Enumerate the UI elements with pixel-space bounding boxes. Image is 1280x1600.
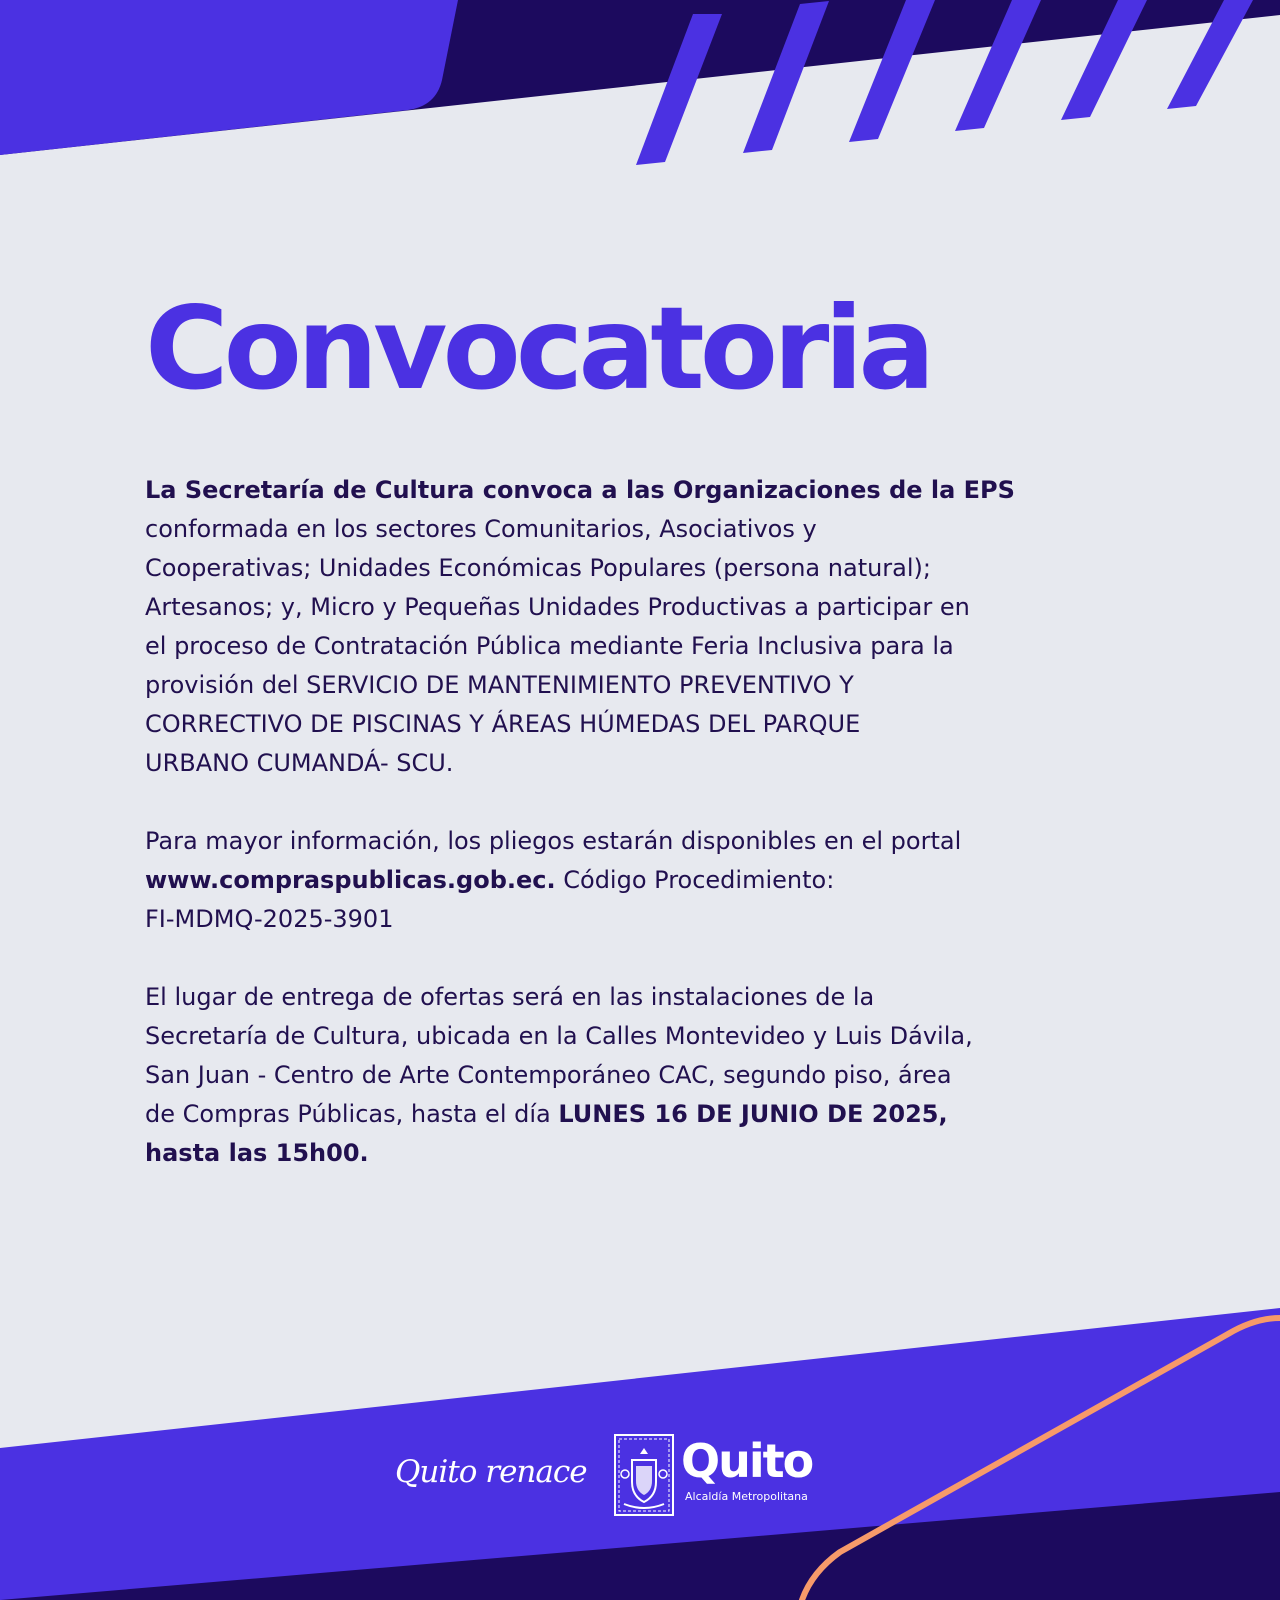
slogan-logo: Quito renace	[395, 1454, 587, 1490]
delivery-line: de Compras Públicas, hasta el día	[145, 1100, 559, 1128]
delivery-line: Secretaría de Cultura, ubicada en la Calles Montevideo y Luis Dávila,	[145, 1022, 973, 1050]
procedure-code: FI-MDMQ-2025-3901	[145, 905, 394, 933]
convocation-lead: La Secretaría de Cultura convoca a las Organizaciones de la EPS	[145, 476, 1015, 504]
convocation-line: URBANO CUMANDÁ- SCU.	[145, 749, 454, 777]
paragraph-info	[145, 822, 1145, 939]
delivery-line: San Juan - Centro de Arte Contemporáneo CAC, segundo piso, área	[145, 1061, 952, 1089]
delivery-line: El lugar de entrega de ofertas será en las instalaciones de la	[145, 983, 875, 1011]
quito-logo-subtitle: Alcaldía Metropolitana	[685, 1490, 808, 1503]
procedure-code-label: Código Procedimiento:	[555, 866, 835, 894]
paragraph-convocation	[145, 471, 1145, 783]
portal-link[interactable]: www.compraspublicas.gob.ec.	[145, 866, 556, 894]
deadline-date: LUNES 16 DE JUNIO DE 2025,	[558, 1100, 948, 1128]
convocation-line: el proceso de Contratación Pública mediante Feria Inclusiva para la	[145, 632, 954, 660]
deadline-time: hasta las 15h00.	[145, 1139, 369, 1167]
convocation-line: CORRECTIVO DE PISCINAS Y ÁREAS HÚMEDAS DEL PARQUE	[145, 710, 861, 738]
paragraph-delivery	[145, 978, 1145, 1173]
info-line: Para mayor información, los pliegos estarán disponibles en el portal	[145, 827, 962, 855]
convocation-line: Cooperativas; Unidades Económicas Populares (persona natural);	[145, 554, 931, 582]
coat-of-arms-icon	[614, 1434, 674, 1516]
quito-logo-wordmark: Quito	[681, 1434, 813, 1488]
convocation-line: Artesanos; y, Micro y Pequeñas Unidades Productivas a participar en	[145, 593, 970, 621]
page-title: Convocatoria	[145, 282, 931, 415]
top-purple-panel	[0, 0, 458, 155]
convocation-line: conformada en los sectores Comunitarios, Asociativos y	[145, 515, 817, 543]
convocation-line: provisión del SERVICIO DE MANTENIMIENTO PREVENTIVO Y	[145, 671, 854, 699]
announcement-body	[145, 471, 1145, 1212]
